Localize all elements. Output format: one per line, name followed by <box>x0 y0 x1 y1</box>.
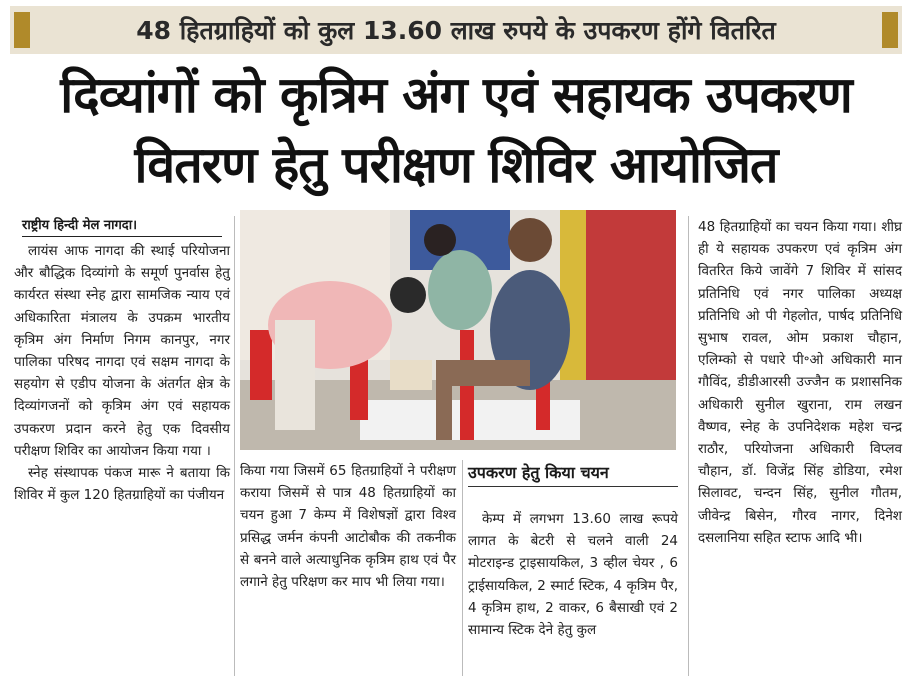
paragraph: किया गया जिसमें 65 हितग्राहियों ने परीक्षण कराया जिसमें से पात्र 48 हितग्राहियों का चयन हुआ 7 केम्प में विशेषज्ञों द्वारा विश्व प्रसिद्ध जर्मन कंपनी आटोबौक की तकनीक से बनने वाले अत्याधुनिक कृत्रिम हाथ एवं पैर लगाने हेतु परिक्षण कर माप भी लिया गया। <box>240 463 456 591</box>
column-divider <box>688 216 689 676</box>
kicker-banner <box>10 6 902 54</box>
headline-line-2: वितरण हेतु परीक्षण शिविर आयोजित <box>134 136 778 194</box>
kicker-text: 48 हितग्राहियों को कुल 13.60 लाख रुपये के उपकरण होंगे वितरित <box>136 16 776 45</box>
article-column-1 <box>14 240 230 506</box>
paragraph: स्नेह संस्थापक पंकज मारू ने बताया कि शिविर में कुल 120 हितग्राहियों का पंजीयन <box>14 465 230 504</box>
column-divider <box>462 460 463 676</box>
subheading: उपकरण हेतु किया चयन <box>468 460 678 487</box>
column-divider <box>234 216 235 676</box>
paragraph: 48 हितग्राहियों का चयन किया गया। शीघ्र ही ये सहायक उपकरण एवं कृत्रिम अंग वितरित किये जावेंगे 7 शिविर में सांसद प्रतिनिधि एवं नगर पालिका अध्यक्ष प्रतिनिधि ओ पी गेहलोत, पार्षद प्रतिनिधि सुभाष रावल, ओम प्रकाश चौहान, एलिम्को से पधारे पी॰ओ अधिकारी मान गौविंद, डीडीआरसी उज्जैन क प्रशासनिक अधिकारी सुनील खुराना, राम लखन वैष्णव, स्नेह के उपनिदेशक महेश चन्द्र राठौर, परियोजना अधिकारी विप्लव चौहान, डॉ. विजेंद्र सिंह डोडिया, रमेश सिलावट, चन्दन सिंह, सुनील गौतम, जीवेन्द्र बिसेन, गौरव नागर, दिनेश दसलानिया सहित स्टाफ आदि भी। <box>698 219 902 546</box>
kicker-bar-left <box>14 12 30 48</box>
news-photo <box>240 210 676 450</box>
paragraph: लायंस आफ नागदा की स्थाई परियोजना और बौद्धिक दिव्यांगो के समूर्ण पुनर्वास हेतु कार्यरत संस्था स्नेह द्वारा सामजिक न्याय एवं अधिकारिता मंत्रालय के उपक्रम भारतीय कृत्रिम अंग निर्माण निगम कानपुर, नगर पालिका परिषद नागदा एवं सक्षम नागदा के सहयोग से एडीप योजना के अंतर्गत क्षेत्र के दिव्यांगजनों को कृत्रिम अंग एवं सहायक उपकरण प्रदान करने हेतु एक दिवसीय परीक्षण शिविर का आयोजन किया गया । <box>14 243 230 459</box>
kicker-bar-right <box>882 12 898 48</box>
article-column-3 <box>468 508 678 641</box>
paragraph: केम्प में लगभग 13.60 लाख रूपये लागत के बेटरी से चलने वाली 24 मोटराइन्ड ट्राइसायकिल, 3 व्हील चेयर , 6 ट्राईसायकिल, 2 स्मार्ट स्टिक, 4 कृत्रिम पैर, 4 कृत्रिम हाथ, 2 वाकर, 6 बैसाखी एवं 2 सामान्य स्टिक देने हेतु कुल <box>468 511 678 639</box>
headline-line-1: दिव्यांगों को कृत्रिम अंग एवं सहायक उपकरण <box>60 66 852 124</box>
article-column-2 <box>240 460 456 593</box>
byline: राष्ट्रीय हिन्दी मेल नागदा। <box>22 216 222 237</box>
article-column-4 <box>698 216 902 549</box>
photo-illustration <box>240 210 676 450</box>
